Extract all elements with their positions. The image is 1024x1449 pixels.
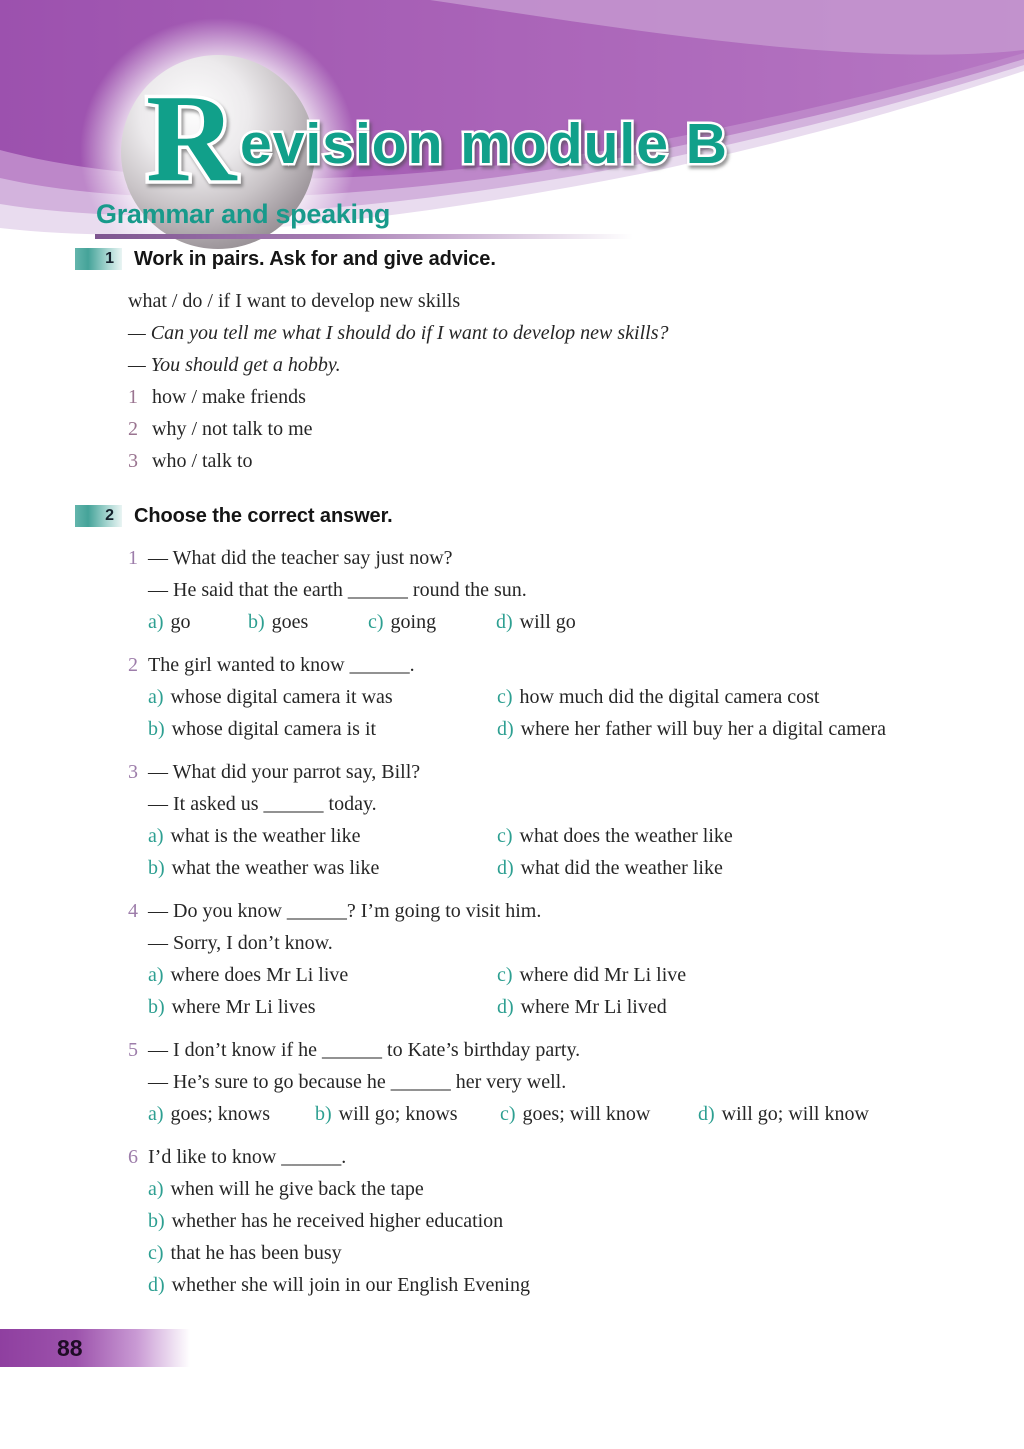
example-line: — Can you tell me what I should do if I want to develop new skills? [128, 322, 669, 344]
list-item [128, 413, 1024, 445]
options-grid [148, 681, 1024, 745]
section-title-underline [95, 234, 633, 239]
option-a [148, 959, 497, 991]
options-row [148, 606, 1024, 638]
question-body [148, 895, 1024, 1023]
option-d [497, 713, 1024, 745]
option-d [497, 852, 1024, 884]
exercise-2-body [128, 542, 1024, 1301]
option-text: will go; will know [721, 1103, 869, 1125]
option-text: goes [271, 611, 309, 633]
item-number: 1 [128, 386, 138, 408]
question-body [148, 1141, 1024, 1301]
question-line: — What did your parrot say, Bill? [148, 761, 421, 783]
question-body [148, 1034, 1024, 1130]
question-3 [128, 756, 1024, 884]
option-text: where did Mr Li live [519, 964, 687, 986]
option-letter: a) [148, 686, 164, 708]
option-d [496, 606, 576, 638]
list-item [128, 381, 1024, 413]
question-line: — Do you know ______? I’m going to visit him. [148, 900, 542, 922]
option-text: will go; knows [338, 1103, 458, 1125]
option-letter: b) [148, 1210, 165, 1232]
option-a [148, 1098, 315, 1130]
option-text: whether she will join in our English Evening [171, 1274, 530, 1296]
option-letter: a) [148, 964, 164, 986]
option-c [148, 1237, 1024, 1269]
question-number: 1 [128, 547, 138, 569]
question-1 [128, 542, 1024, 638]
question-number: 4 [128, 900, 138, 922]
options-grid [148, 820, 1024, 884]
option-letter: d) [496, 611, 513, 633]
option-text: where her father will buy her a digital camera [520, 718, 887, 740]
exercise-1-title: Work in pairs. Ask for and give advice. [134, 247, 496, 270]
option-letter: b) [248, 611, 265, 633]
option-b [148, 1205, 1024, 1237]
option-letter: d) [497, 857, 514, 879]
question-body [148, 542, 1024, 638]
option-text: will go [519, 611, 576, 633]
option-text: when will he give back the tape [170, 1178, 424, 1200]
option-d [698, 1098, 869, 1130]
option-b [148, 713, 497, 745]
option-letter: a) [148, 1103, 164, 1125]
exercise-2-header [75, 503, 1024, 529]
section-title: Grammar and speaking [96, 199, 391, 229]
item-text: who / talk to [152, 450, 253, 472]
option-text: where Mr Li lived [520, 996, 667, 1018]
question-5 [128, 1034, 1024, 1130]
question-line: — What did the teacher say just now? [148, 547, 453, 569]
option-letter: b) [148, 996, 165, 1018]
question-number: 6 [128, 1146, 138, 1168]
exercise-1-body [128, 285, 1024, 477]
option-letter: d) [497, 718, 514, 740]
question-number: 3 [128, 761, 138, 783]
option-c [497, 820, 1024, 852]
question-4 [128, 895, 1024, 1023]
option-text: go [170, 611, 191, 633]
option-b [315, 1098, 500, 1130]
item-number: 2 [128, 418, 138, 440]
option-text: what is the weather like [170, 825, 361, 847]
exercise-1-prompt: what / do / if I want to develop new skills [128, 290, 461, 312]
question-6 [128, 1141, 1024, 1301]
question-body [148, 756, 1024, 884]
option-a [148, 1173, 1024, 1205]
example-line: — You should get a hobby. [128, 354, 341, 376]
option-text: going [390, 611, 437, 633]
option-text: whose digital camera is it [171, 718, 377, 740]
question-line: — It asked us ______ today. [148, 793, 377, 815]
page-content [0, 246, 1024, 1301]
option-letter: d) [497, 996, 514, 1018]
header-banner [0, 0, 1024, 272]
option-letter: a) [148, 611, 164, 633]
option-letter: c) [497, 825, 513, 847]
option-c [368, 606, 496, 638]
list-item [128, 445, 1024, 477]
module-title: evision module B [240, 112, 728, 176]
option-text: that he has been busy [170, 1242, 342, 1264]
option-b [248, 606, 368, 638]
exercise-number-badge: 2 [75, 505, 122, 527]
question-number: 5 [128, 1039, 138, 1061]
option-letter: a) [148, 1178, 164, 1200]
option-c [497, 959, 1024, 991]
question-line: The girl wanted to know ______. [148, 654, 415, 676]
option-c [500, 1098, 698, 1130]
exercise-2-title: Choose the correct answer. [134, 504, 393, 527]
exercise-2 [0, 503, 1024, 1301]
option-a [148, 606, 248, 638]
option-a [148, 681, 497, 713]
question-line: — He’s sure to go because he ______ her very well. [148, 1071, 567, 1093]
option-text: what did the weather like [520, 857, 723, 879]
option-text: whether has he received higher education [171, 1210, 504, 1232]
option-b [148, 991, 497, 1023]
option-d [497, 991, 1024, 1023]
question-line: — He said that the earth ______ round the sun. [148, 579, 527, 601]
option-text: whose digital camera it was [170, 686, 393, 708]
options-grid [148, 959, 1024, 1023]
question-number: 2 [128, 654, 138, 676]
option-letter: b) [315, 1103, 332, 1125]
option-a [148, 820, 497, 852]
option-letter: b) [148, 857, 165, 879]
option-text: goes; knows [170, 1103, 270, 1125]
option-text: what the weather was like [171, 857, 380, 879]
option-letter: b) [148, 718, 165, 740]
question-line: — I don’t know if he ______ to Kate’s birthday party. [148, 1039, 581, 1061]
exercise-1 [0, 246, 1024, 477]
question-2 [128, 649, 1024, 745]
item-text: how / make friends [152, 386, 306, 408]
option-b [148, 852, 497, 884]
footer-page-bar [0, 1329, 190, 1367]
option-letter: c) [368, 611, 384, 633]
logo-letter: R [146, 70, 237, 208]
option-d [148, 1269, 1024, 1301]
exercise-1-header [75, 246, 1024, 272]
option-text: what does the weather like [519, 825, 733, 847]
option-letter: c) [148, 1242, 164, 1264]
exercise-number-badge: 1 [75, 248, 122, 270]
question-body [148, 649, 1024, 745]
question-line: I’d like to know ______. [148, 1146, 347, 1168]
options-row [148, 1098, 1024, 1130]
option-letter: d) [698, 1103, 715, 1125]
option-text: goes; will know [522, 1103, 651, 1125]
item-number: 3 [128, 450, 138, 472]
option-letter: c) [497, 964, 513, 986]
option-text: where Mr Li lives [171, 996, 316, 1018]
option-letter: c) [497, 686, 513, 708]
option-letter: a) [148, 825, 164, 847]
option-letter: c) [500, 1103, 516, 1125]
question-line: — Sorry, I don’t know. [148, 932, 333, 954]
option-text: where does Mr Li live [170, 964, 349, 986]
item-text: why / not talk to me [152, 418, 313, 440]
option-letter: d) [148, 1274, 165, 1296]
page-number: 88 [57, 1335, 83, 1361]
option-c [497, 681, 1024, 713]
option-text: how much did the digital camera cost [519, 686, 820, 708]
